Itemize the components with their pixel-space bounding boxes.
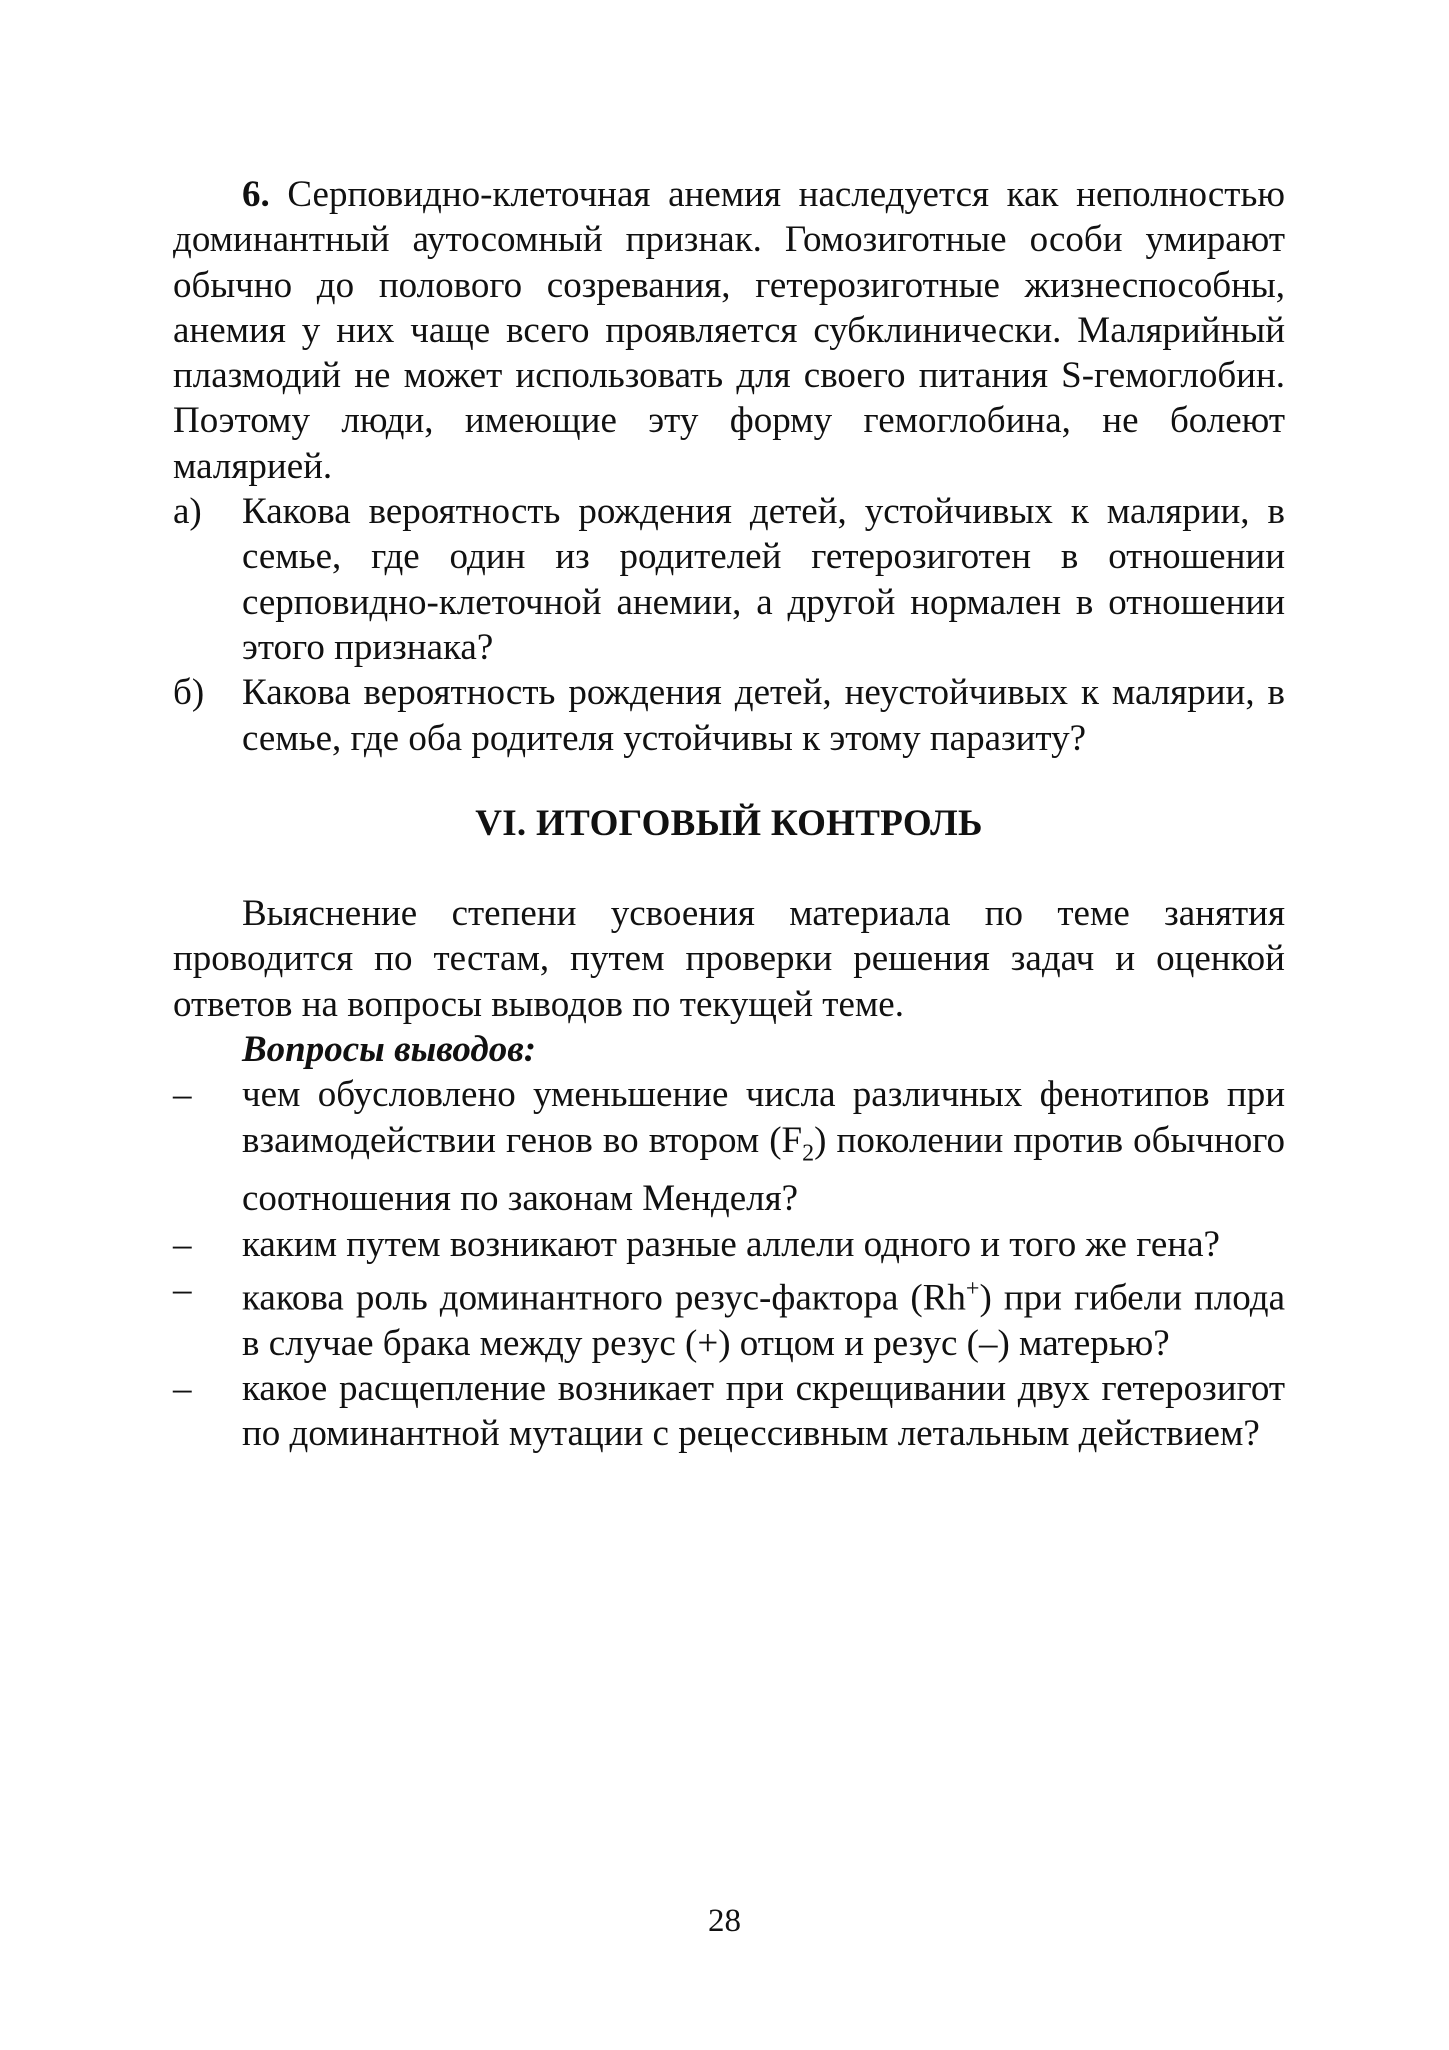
section-heading: VI. ИТОГОВЫЙ КОНТРОЛЬ bbox=[475, 802, 983, 844]
dash-marker: – bbox=[173, 1268, 192, 1310]
section-intro: Выяснение степени усвоения материала по теме занятия проводится по тестам, путем проверки решения задач и оценкой ответов на вопросы выводов по текущей теме. bbox=[173, 893, 1285, 1025]
task-question-b bbox=[173, 670, 1285, 761]
task-number: 6. bbox=[242, 174, 270, 215]
questions-title: Вопросы выводов: bbox=[242, 1029, 537, 1071]
question-text: каким путем возникают разные аллели одного и того же гена? bbox=[242, 1223, 1220, 1265]
question-text-end: ) поколении против обычного соотношения по законам Менделя? bbox=[242, 1119, 1286, 1220]
question-marker: б) bbox=[173, 672, 205, 714]
conclusion-question-2 bbox=[173, 1222, 1285, 1267]
task-text: Серповидно-клеточная анемия наследуется как неполностью доминантный аутосомный признак. Гомозиготные особи умирают обычно до полового созревания, гетерозиготные жизнеспособны, анемия у них чаще всего проявляется субклинически. Малярийный плазмодий не может использовать для своего питания S-гемоглобин. Поэтому люди, имеющие эту форму гемоглобина, не болеют малярией. bbox=[173, 174, 1285, 487]
question-text: какое расщепление возникает при скрещивании двух гетерозигот по доминантной мутации с рецессивным летальным действием? bbox=[242, 1367, 1285, 1455]
question-text-start: какова роль доминантного резус-фактора (Rh bbox=[242, 1277, 966, 1319]
question-text-start: чем обусловлено уменьшение числа различных фенотипов при взаимодействии генов во втором (F bbox=[242, 1074, 1285, 1161]
subscript: 2 bbox=[802, 1140, 815, 1167]
dash-marker: – bbox=[173, 1223, 192, 1265]
conclusion-question-1 bbox=[173, 1072, 1285, 1221]
dash-marker: – bbox=[173, 1074, 192, 1116]
task-6-paragraph bbox=[173, 172, 1285, 489]
question-text: Какова вероятность рождения детей, устойчивых к малярии, в семье, где один из родителей гетерозиготен в отношении серповидно-клеточной анемии, а другой нормален в отношении этого признака? bbox=[242, 491, 1285, 668]
question-marker: а) bbox=[173, 491, 202, 533]
page-content bbox=[173, 172, 1285, 1456]
task-question-a bbox=[173, 489, 1285, 670]
superscript: + bbox=[965, 1275, 980, 1302]
conclusion-question-4 bbox=[173, 1366, 1285, 1457]
question-text: Какова вероятность рождения детей, неустойчивых к малярии, в семье, где оба родителя устойчивы к этому паразиту? bbox=[242, 672, 1285, 759]
question-text-end: ) при гибели плода в случае брака между резус (+) отцом и резус (–) матерью? bbox=[242, 1277, 1285, 1364]
conclusion-question-3 bbox=[173, 1267, 1285, 1366]
dash-marker: – bbox=[173, 1367, 192, 1409]
page-number: 28 bbox=[708, 1903, 741, 1939]
